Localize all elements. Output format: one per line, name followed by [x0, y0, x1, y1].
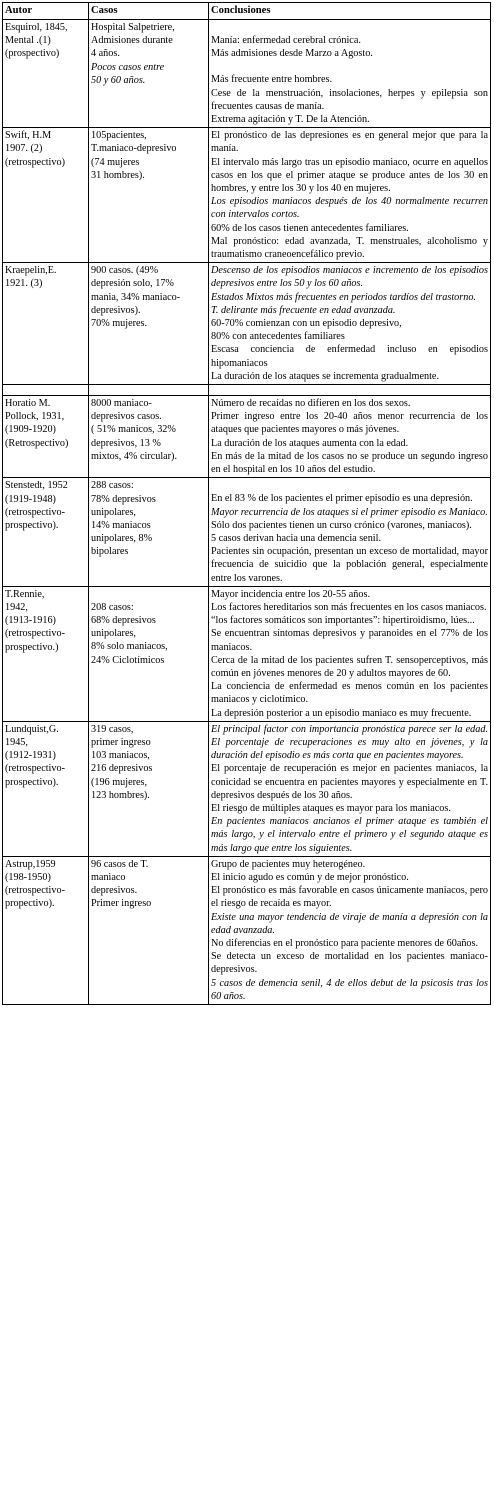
casos-line: 900 casos. (49% — [91, 265, 159, 277]
casos-line: 14% maniacos — [91, 519, 151, 531]
casos-line: T.maniaco-depresivo — [91, 143, 177, 155]
autor-line: propectivo). — [5, 898, 55, 910]
autor-cell — [3, 721, 89, 856]
conclusion-line — [211, 479, 488, 492]
conclusion-line: Cese de la menstruación, insolaciones, herpes y epilepsia son frecuentes causas de manía. — [211, 87, 488, 112]
casos-line: bipolares — [91, 546, 129, 558]
casos-line: 288 casos: — [91, 480, 134, 492]
conclusiones-cell — [209, 128, 491, 263]
casos-line: 70% mujeres. — [91, 318, 148, 330]
autor-line: Lundquist,G. — [5, 723, 59, 735]
casos-line: (74 mujeres — [91, 156, 140, 168]
conclusiones-cell — [209, 396, 491, 478]
casos-line: ( 51% manicos, 32% — [91, 424, 176, 436]
autor-cell — [3, 128, 89, 263]
conclusiones-cell — [209, 856, 491, 1004]
casos-line: maniaco — [91, 871, 126, 883]
autor-line: prospectivo.) — [5, 641, 59, 653]
conclusion-line: 60% de los casos tienen antecedentes familiares. — [211, 222, 409, 234]
header-row — [3, 3, 491, 20]
casos-line: Hospital Salpetriere, — [91, 22, 175, 33]
conclusiones-cell — [209, 586, 491, 721]
autor-line: (retrospectivo) — [5, 156, 65, 168]
conclusion-line: 80% con antecedentes familiares — [211, 331, 345, 343]
conclusion-line: Estados Mixtos más frecuentes en periodos tardíos del trastorno. — [211, 291, 476, 303]
conclusion-line: Sólo dos pacientes tienen un curso crónico (varones, maniacos). — [211, 519, 472, 531]
conclusion-line: En más de la mitad de los casos no se produce un segundo ingreso en el hospital en los 10 años del estudio. — [211, 450, 488, 476]
autor-cell — [3, 20, 89, 128]
table-row — [3, 263, 491, 385]
casos-line: unipolares, — [91, 506, 136, 518]
conclusion-line — [211, 60, 488, 73]
autor-line: prospectivo). — [5, 519, 59, 531]
conclusion-line: Más frecuente entre hombres. — [211, 74, 333, 86]
conclusion-line: Extrema agitación y T. De la Atención. — [211, 114, 370, 126]
conclusion-line: El porcentaje de recuperación es mejor en pacientes maniacos, la conicidad se encuentra en pacientes mayores y especialmente en T. depresivos después de los 30 años. — [211, 763, 488, 801]
casos-cell — [89, 478, 209, 586]
conclusion-line: Primer ingreso entre los 20-40 años menor recurrencia de los ataques que pacientes mayores o más jóvenes. — [211, 411, 488, 436]
conclusion-line: El principal factor con importancia pronóstica parece ser la edad. El porcentaje de recuperaciones es muy alto en jóvenes, y la duración del episodio es más corta que en pacientes mayores. — [211, 723, 488, 762]
empty-row — [3, 385, 491, 396]
casos-line: 208 casos: — [91, 601, 134, 613]
casos-line: primer ingreso — [91, 736, 151, 748]
autor-line: Horatio M. — [5, 398, 51, 410]
autor-line: Swift, H.M — [5, 130, 52, 142]
conclusion-line: Mayor incidencia entre los 20-55 años. — [211, 588, 370, 600]
casos-line: Admisiones durante — [91, 35, 173, 47]
table-row — [3, 478, 491, 586]
casos-line: unipolares, 8% — [91, 533, 153, 545]
casos-line: 216 depresivos — [91, 763, 153, 775]
conclusion-line: 60-70% comienzan con un episodio depresivo, — [211, 318, 402, 330]
autor-line: (1912-1931) — [5, 750, 56, 762]
casos-line: 4 años. — [91, 48, 120, 60]
conclusion-line: Mayor recurrencia de los ataques si el primer episodio es Maniaco. — [211, 506, 488, 518]
conclusion-line: Manía: enfermedad cerebral crónica. — [211, 35, 361, 46]
autor-cell — [3, 263, 89, 385]
conclusion-line: El pronóstico de las depresiones es en general mejor que para la manía. — [211, 130, 488, 155]
casos-line: mixtos, 4% circular). — [91, 450, 178, 462]
casos-line: (196 mujeres, — [91, 776, 148, 788]
table-row — [3, 396, 491, 478]
casos-line: 123 hombres). — [91, 789, 150, 801]
conclusion-line — [211, 21, 488, 34]
autor-line: 1921. (3) — [5, 278, 43, 290]
casos-line: unipolares, — [91, 628, 136, 640]
conclusion-line: La duración de los ataques se incrementa gradualmente. — [211, 370, 439, 382]
casos-line: 68% depresivos — [91, 614, 156, 626]
casos-cell — [89, 721, 209, 856]
studies-table — [2, 2, 491, 1005]
header-casos: Casos — [89, 3, 209, 20]
conclusion-line: El inicio agudo es común y de mejor pronóstico. — [211, 871, 409, 883]
conclusion-line: Los episodios maniacos después de los 40 normalmente recurren con intervalos cortos. — [211, 196, 488, 221]
autor-line: (Retrospectivo) — [5, 437, 69, 449]
casos-cell — [89, 396, 209, 478]
autor-line: 1942, — [5, 601, 28, 613]
autor-line: (retrospectivo- — [5, 885, 65, 897]
casos-line: depresivos casos. — [91, 411, 162, 423]
conclusion-line: Cerca de la mitad de los pacientes sufren T. sensoperceptivos, más común en jóvenes menores de 20 y adultos mayores de 60. — [211, 654, 488, 679]
casos-cell — [89, 128, 209, 263]
autor-line: (retrospectivo- — [5, 763, 65, 775]
autor-line: Stenstedt, 1952 — [5, 480, 68, 492]
autor-cell — [3, 396, 89, 478]
conclusion-line: El intervalo más largo tras un episodio maniaco, ocurre en aquellos casos en los que el primer ataque se produce antes de los 30 en hombres, y entre los 30 y los 40 en mujeres. — [211, 156, 488, 195]
conclusion-line: Pacientes sin ocupación, presentan un exceso de mortalidad, mayor frecuencia de suicidio que la población general, especialmente entre los varones. — [211, 546, 488, 584]
autor-line: (1913-1916) — [5, 615, 56, 627]
conclusion-line: En el 83 % de los pacientes el primer episodio es una depresión. — [211, 493, 473, 505]
conclusion-line: La duración de los ataques aumenta con la edad. — [211, 437, 409, 449]
table-row — [3, 856, 491, 1004]
table-row — [3, 721, 491, 856]
casos-line: Primer ingreso — [91, 898, 152, 910]
casos-cell — [89, 20, 209, 128]
autor-line: Pollock, 1931, — [5, 411, 65, 423]
autor-line: Kraepelin,E. — [5, 265, 57, 277]
autor-line: Esquirol, 1845, — [5, 22, 68, 33]
conclusion-line: 5 casos derivan hacia una demencia senil. — [211, 532, 382, 544]
casos-cell — [89, 586, 209, 721]
autor-line: (198-1950) — [5, 871, 51, 883]
autor-line: prospectivo). — [5, 776, 59, 788]
casos-cell — [89, 263, 209, 385]
conclusiones-cell — [209, 478, 491, 586]
empty-cell — [3, 385, 89, 396]
conclusion-line: Más admisiones desde Marzo a Agosto. — [211, 48, 373, 60]
conclusion-line: T. delirante más frecuente en edad avanzada. — [211, 304, 396, 316]
conclusiones-cell — [209, 20, 491, 128]
casos-line: 103 maniacos, — [91, 750, 150, 762]
autor-line: (retrospectivo- — [5, 628, 65, 640]
conclusion-line: “los factores somáticos son importantes”: hipertiroidismo, lúes... — [211, 615, 475, 627]
autor-line: Astrup,1959 — [5, 858, 56, 870]
casos-line: 8% solo maniacos, — [91, 641, 168, 653]
empty-cell — [89, 385, 209, 396]
casos-line: 78% depresivos — [91, 493, 156, 505]
casos-line: 24% Ciclotímicos — [91, 654, 165, 666]
casos-line — [91, 588, 206, 601]
conclusion-line: Número de recaídas no difieren en los dos sexos. — [211, 398, 411, 410]
conclusion-line: La depresión posterior a un episodio maniaco es muy frecuente. — [211, 707, 472, 719]
casos-line: 105pacientes, — [91, 130, 147, 142]
conclusion-line: Escasa conciencia de enfermedad incluso en episodios hipomaniacos — [211, 344, 488, 369]
table-row — [3, 586, 491, 721]
casos-line: 31 hombres). — [91, 169, 145, 181]
conclusion-line: Mal pronóstico: edad avanzada, T. menstruales, alcoholismo y traumatismo craneoencefálico previo. — [211, 235, 488, 261]
casos-line: depresivos). — [91, 304, 141, 316]
empty-cell — [209, 385, 491, 396]
conclusiones-cell — [209, 721, 491, 856]
autor-line: T.Rennie, — [5, 588, 45, 600]
conclusion-line: No diferencias en el pronóstico para paciente menores de 60años. — [211, 938, 479, 949]
table-row — [3, 20, 491, 128]
autor-cell — [3, 856, 89, 1004]
casos-line: 8000 maniaco- — [91, 398, 152, 410]
autor-cell — [3, 586, 89, 721]
conclusion-line: 5 casos de demencia senil, 4 de ellos debut de la psicosis tras los 60 años. — [211, 977, 488, 1002]
autor-line: (retrospectivo- — [5, 506, 65, 518]
conclusion-line: En pacientes maniacos ancianos el primer ataque es también el más largo, y el intervalo entre el primero y el segundo ataque es más largo que entre los siguientes. — [211, 816, 488, 854]
table-row — [3, 128, 491, 263]
conclusion-line: Descenso de los episodios maniacos e incremento de los episodios depresivos entre los 50 y los 60 años. — [211, 265, 488, 290]
autor-line: (1919-1948) — [5, 493, 56, 505]
casos-line: 96 casos de T. — [91, 858, 149, 870]
conclusion-line: Se detecta un exceso de mortalidad en los pacientes maniaco-depresivos. — [211, 951, 488, 976]
autor-line: (1909-1920) — [5, 424, 56, 436]
casos-line: depresión solo, 17% — [91, 278, 174, 290]
casos-line: depresivos. — [91, 885, 138, 897]
casos-line: mania, 34% maniaco- — [91, 291, 181, 303]
header-conclusiones: Conclusiones — [209, 3, 491, 20]
autor-line: 1945, — [5, 736, 28, 748]
conclusion-line: La conciencia de enfermedad es menos común en los pacientes maniacos y ciclotímico. — [211, 681, 488, 706]
casos-cell — [89, 856, 209, 1004]
conclusion-line: Existe una mayor tendencia de viraje de manía a depresión con la edad avanzada. — [211, 911, 488, 936]
casos-line: depresivos, 13 % — [91, 437, 161, 449]
autor-line: Mental .(1) — [5, 35, 51, 47]
conclusion-line: Los factores hereditarios son más frecuentes en los casos maniacos. — [211, 601, 487, 613]
autor-line: 1907. (2) — [5, 143, 43, 155]
conclusion-line: El pronóstico es más favorable en casos únicamente maniacos, pero el riesgo de recaída es mayor. — [211, 885, 488, 910]
autor-cell — [3, 478, 89, 586]
autor-line: (prospectivo) — [5, 48, 60, 60]
conclusion-line: Grupo de pacientes muy heterogéneo. — [211, 858, 366, 870]
conclusion-line: El riesgo de múltiples ataques es mayor para los maniacos. — [211, 802, 451, 814]
conclusiones-cell — [209, 263, 491, 385]
casos-line: Pocos casos entre — [91, 61, 165, 73]
casos-line: 50 y 60 años. — [91, 74, 146, 86]
header-autor: Autor — [3, 3, 89, 20]
casos-line: 319 casos, — [91, 723, 134, 735]
conclusion-line: Se encuentran síntomas depresivos y paranoides en el 77% de los maniacos. — [211, 628, 488, 653]
